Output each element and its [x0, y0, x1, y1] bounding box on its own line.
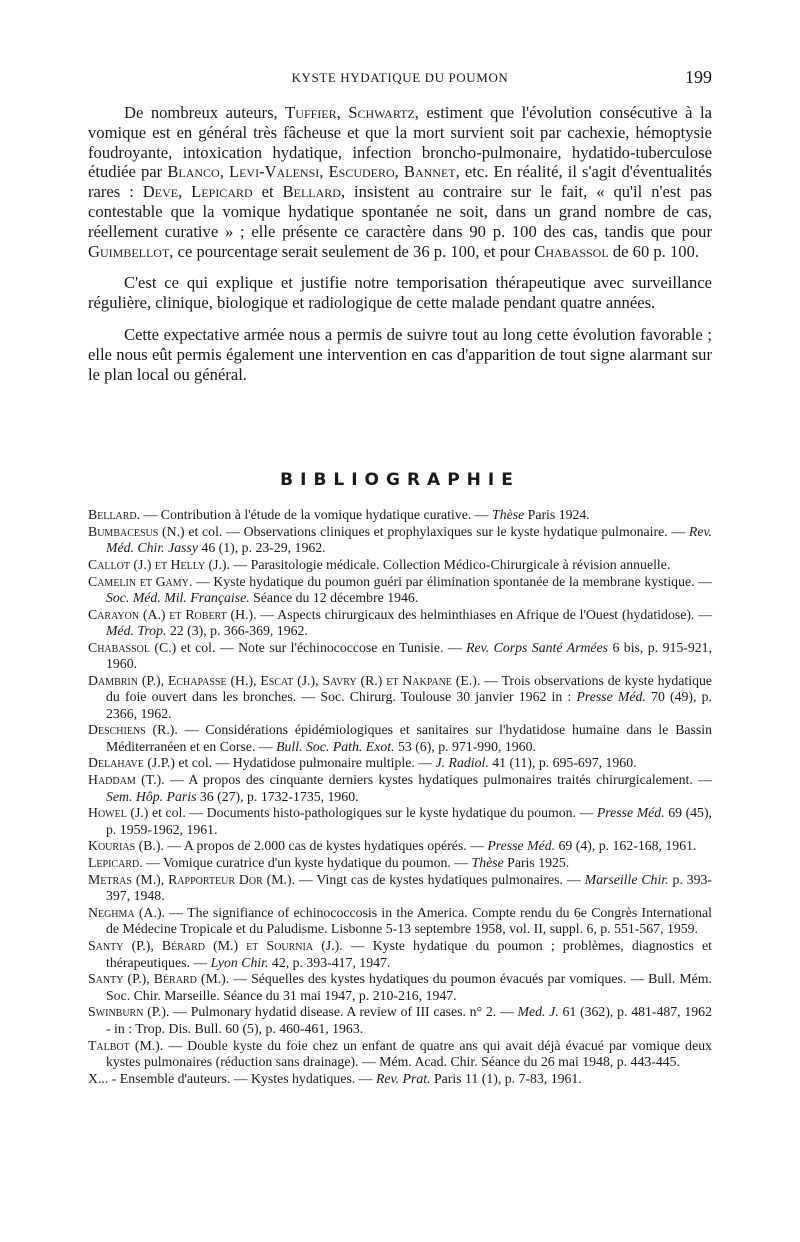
bibliography-heading: BIBLIOGRAPHIE: [280, 470, 520, 490]
entry-rest: 6 bis, p. 915-921, 1960.: [106, 639, 713, 672]
entry-authors: Metras (M.), Rapporteur Dor (M.).: [88, 872, 296, 888]
entry-rest: Paris 1924.: [524, 507, 590, 522]
entry-journal: Med. J.: [517, 1004, 559, 1020]
bibliography-entry: [88, 838, 712, 854]
entry-authors: Bellard.: [88, 507, 141, 522]
bibliography-entry: [88, 772, 712, 805]
p1-text: de 60 p. 100.: [608, 241, 700, 261]
p1-authors: Tuffier, Schwartz,: [285, 103, 419, 122]
running-title: KYSTE HYDATIQUE DU POUMON: [291, 70, 509, 85]
entry-journal: Thèse: [471, 855, 504, 871]
entry-text: — Parasitologie médicale. Collection Médico-Chirurgicale à révision annuelle.: [229, 556, 671, 572]
entry-rest: Séance du 12 décembre 1946.: [249, 589, 419, 605]
bibliography-entry: [88, 872, 712, 905]
entry-text: et col. — Observations cliniques et prophylaxiques sur le kyste hydatique pulmonaire. —: [184, 523, 689, 539]
entry-rest: 36 (27), p. 1732-1735, 1960.: [196, 788, 359, 804]
entry-text: — Pulmonary hydatid disease. A review of III cases. n° 2. —: [169, 1004, 518, 1020]
entry-text: — Kyste hydatique du poumon guéri par élimination spontanée de la membrane kystique. —: [192, 573, 712, 589]
entry-journal: Presse Méd.: [596, 805, 665, 821]
bibliography-entry: [88, 938, 712, 971]
p1-text: et: [252, 182, 283, 202]
entry-authors: Neghma (A.).: [88, 905, 165, 921]
p1-authors: Blanco, Levi-Valensi, Escudero, Bannet,: [167, 162, 460, 182]
entry-authors: Dambrin (P.), Echapasse (H.), Escat (J.), Savry (R.) et Nakpane (E.).: [88, 672, 481, 688]
entry-authors: Talbot (M.).: [88, 1037, 164, 1053]
entry-authors: Swinburn (P.).: [88, 1004, 170, 1020]
entry-authors: Kourias (B.).: [88, 838, 164, 854]
bibliography-list: [88, 507, 712, 1087]
bibliography-entry: [88, 905, 712, 938]
entry-text: — Considérations épidémiologiques et sanitaires sur l'hydatidose humaine dans le Bassin Méditerranéen et en Corse. —: [106, 722, 712, 754]
entry-text: — A propos des cinquante derniers kystes hydatiques pulmonaires traités chirurgicalement. —: [164, 772, 712, 788]
entry-text: et col. — Note sur l'échinococcose en Tunisie. —: [176, 639, 467, 655]
p1-text: De nombreux auteurs,: [124, 103, 286, 122]
bibliography-entry: [88, 971, 712, 1004]
bibliography-entry: [88, 755, 712, 771]
entry-rest: 22 (3), p. 366-369, 1962.: [166, 623, 308, 639]
bibliography-entry: [88, 805, 712, 838]
entry-text: — Aspects chirurgicaux des helminthiases en Afrique de l'Ouest (hydatidose). —: [256, 606, 712, 622]
p1-text: insistent au contraire sur le fait, « qu'il n'est pas contestable que la vomique hydatique spontanée ne soit, dans un grand nombre de cas, réellement curative » ; elle présente ce caractère dans 90 p. 100 des cas, tandis que pour: [88, 182, 712, 241]
entry-authors: Delahave (J.P.): [88, 755, 175, 771]
paragraph-2: C'est ce qui explique et justifie notre temporisation thérapeutique avec surveillance régulière, clinique, biologique et radiologique de cette malade pendant quatre années.: [88, 273, 712, 313]
entry-journal: Thèse: [492, 507, 525, 522]
entry-rest: 46 (1), p. 23-29, 1962.: [197, 540, 326, 556]
entry-text: — Kyste hydatique du poumon ; problèmes, diagnostics et thérapeutiques. —: [106, 938, 713, 970]
bibliography-entry: [88, 722, 712, 755]
entry-text: — A propos de 2.000 cas de kystes hydatiques opérés. —: [163, 838, 488, 854]
bibliography-entry: [88, 1038, 712, 1071]
entry-authors: Santy (P.), Bérard (M.).: [88, 971, 230, 987]
entry-rest: 41 (11), p. 695-697, 1960.: [488, 755, 637, 771]
body-text: [88, 103, 712, 396]
entry-journal: Bull. Soc. Path. Exot.: [276, 738, 395, 754]
page-number: 199: [685, 67, 712, 87]
entry-journal: J. Radiol.: [435, 755, 489, 771]
entry-text: — Vomique curatrice d'un kyste hydatique du poumon. —: [142, 855, 472, 871]
paragraph-3: Cette expectative armée nous a permis de suivre tout au long cette évolution favorable ; elle nous eût permis également une intervention en cas d'apparition de tout signe alarmant sur le plan local ou général.: [88, 324, 712, 384]
entry-authors: Camelin et Gamy.: [88, 573, 193, 589]
entry-journal: Rev. Méd. Chir. Jassy: [106, 523, 712, 556]
entry-journal: Lyon Chir.: [210, 954, 269, 970]
entry-text: — Vingt cas de kystes hydatiques pulmonaires. —: [295, 872, 585, 888]
entry-authors: Santy (P.), Bérard (M.) et Sournia (J.).: [88, 938, 343, 954]
entry-journal: Méd. Trop.: [106, 623, 167, 639]
entry-text: — Contribution à l'étude de la vomique hydatique curative. —: [140, 507, 493, 522]
entry-journal: Marseille Chir.: [584, 872, 669, 888]
bibliography-entry: [88, 1071, 712, 1087]
bibliography-entry: [88, 557, 712, 573]
entry-text: - Ensemble d'auteurs. — Kystes hydatiques. —: [108, 1070, 376, 1086]
entry-authors: Lepicard.: [88, 855, 143, 871]
entry-rest: 69 (45), p. 1959-1962, 1961.: [106, 805, 712, 837]
paragraph-1: [88, 103, 712, 261]
entry-authors: Callot (J.) et Helly (J.).: [88, 556, 230, 572]
entry-rest: 61 (362), p. 481-487, 1962 - in : Trop. Dis. Bull. 60 (5), p. 460-461, 1963.: [106, 1004, 712, 1036]
entry-rest: Paris 1925.: [503, 855, 570, 871]
p1-text: estiment que l'évolution consécutive à la vomique est en général très fâcheuse et que la mort survient soit par cachexie, hémoptysie foudroyante, intoxication hydatique, infection broncho-pulmonaire, hydatido-tuberculose étudiée par: [88, 103, 712, 182]
entry-rest: 42, p. 393-417, 1947.: [268, 954, 391, 970]
bibliography-entry: [88, 574, 712, 607]
entry-text: — The signifiance of echinococcosis in the America. Compte rendu du 6e Congrès International de Médecine Tropicale et du Paludisme. Lisbonne 5-13 septembre 1958, vol. II, suppl. 6, p. 551-567, 1959.: [106, 905, 712, 937]
entry-authors: Chabassol (C.): [88, 639, 177, 655]
entry-authors: Deschiens (R.).: [88, 722, 178, 738]
bibliography-entry: [88, 673, 712, 722]
entry-journal: Rev. Prat.: [375, 1070, 431, 1086]
entry-authors: Haddam (T.).: [88, 772, 165, 788]
entry-authors: Bumbacesus (N.): [88, 523, 185, 539]
p1-authors: Guimbellot,: [88, 241, 174, 261]
entry-rest: 53 (6), p. 971-990, 1960.: [394, 738, 536, 754]
entry-rest: p. 393-397, 1948.: [106, 872, 713, 904]
entry-text: — Trois observations de kyste hydatique du foie ouvert dans les bronches. — Soc. Chirurg. Toulouse 30 janvier 1962 in :: [106, 672, 713, 705]
entry-journal: Soc. Méd. Mil. Française.: [106, 589, 250, 605]
entry-authors: Howel (J.): [88, 805, 149, 821]
entry-authors: X...: [88, 1070, 109, 1086]
entry-authors: Carayon (A.) et Robert (H.).: [88, 606, 257, 622]
running-head: [88, 67, 712, 92]
entry-text: — Séquelles des kystes hydatiques du poumon évacués par vomiques. — Bull. Mém. Soc. Chir. Marseille. Séance du 31 mai 1947, p. 210-216, 1947.: [106, 971, 712, 1003]
p1-text: etc. En réalité, il s'agit d'éventualités rares :: [88, 162, 712, 202]
entry-text: et col. — Documents histo-pathologiques sur le kyste hydatique du poumon. —: [148, 805, 597, 821]
bibliography-entry: [88, 855, 712, 871]
bibliography-entry: [88, 1004, 712, 1037]
p1-text: ce pourcentage serait seulement de 36 p. 100, et pour: [173, 241, 535, 261]
entry-text: — Double kyste du foie chez un enfant de quatre ans qui avait déjà évacué par vomique deux kystes pulmonaires (réduction sans drainage). — Mém. Acad. Chir. Séance du 26 mai 1948, p. 443-445.: [106, 1037, 712, 1069]
entry-journal: Sem. Hôp. Paris: [106, 788, 197, 804]
bibliography-entry: [88, 607, 712, 640]
p1-authors: Bellard,: [282, 182, 346, 202]
entry-rest: 69 (4), p. 162-168, 1961.: [555, 838, 697, 854]
entry-journal: Presse Méd.: [487, 838, 556, 854]
entry-rest: 70 (49), p. 2366, 1962.: [106, 689, 712, 721]
entry-journal: Rev. Corps Santé Armées: [466, 639, 609, 655]
entry-journal: Presse Méd.: [576, 689, 646, 705]
bibliography-entry: [88, 524, 712, 557]
bibliography-entry: [88, 507, 712, 523]
p1-authors: Chabassol: [534, 241, 609, 261]
entry-text: et col. — Hydatidose pulmonaire multiple. —: [174, 755, 436, 771]
bibliography-entry: [88, 640, 712, 673]
entry-rest: Paris 11 (1), p. 7-83, 1961.: [430, 1070, 582, 1086]
p1-authors: Deve, Lepicard: [142, 182, 253, 202]
